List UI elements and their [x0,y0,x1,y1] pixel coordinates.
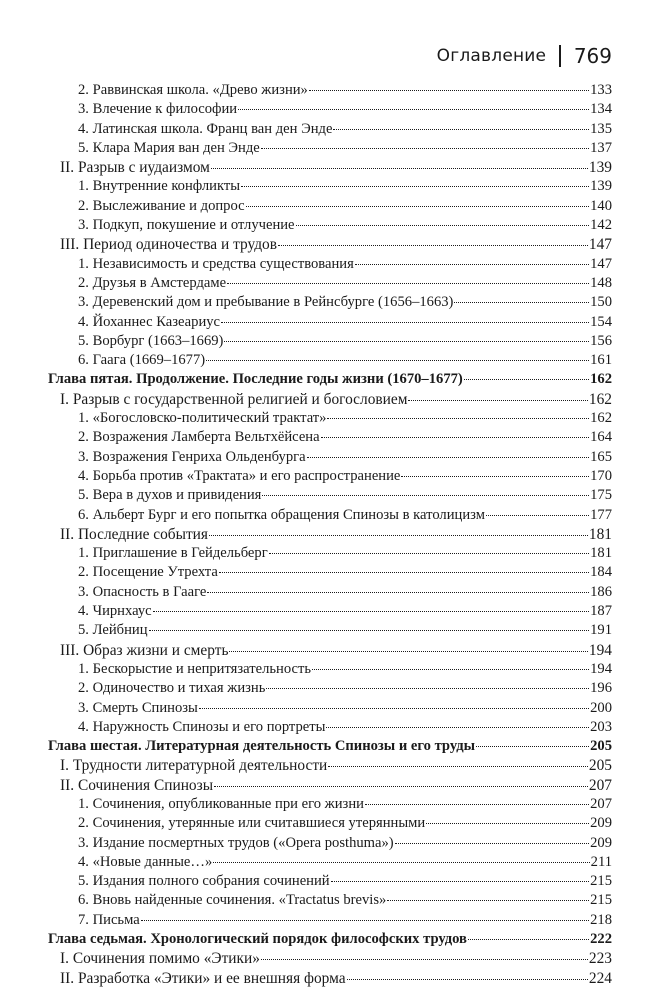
toc-entry-title: 4. Борьба против «Трактата» и его распространение [78,467,401,484]
toc-subsection-entry [48,814,612,833]
toc-entry-page: 162 [588,390,612,408]
dot-leader [219,572,589,573]
toc-entry-page: 181 [588,525,612,543]
toc-subsection-entry [48,177,612,196]
dot-leader [199,708,589,709]
table-of-contents [48,79,612,988]
toc-entry-title: 4. Латинская школа. Франц ван ден Энде [78,120,333,137]
dot-leader [426,823,589,824]
dot-leader [347,979,588,980]
dot-leader [395,843,589,844]
toc-section-entry [48,641,612,660]
toc-entry-page: 215 [590,873,612,890]
dot-leader [468,939,589,940]
toc-entry-title: 3. Смерть Спинозы [78,699,198,716]
dot-leader [229,651,587,652]
toc-entry-page: 164 [590,429,612,446]
toc-entry-title: 2. Возражения Ламберта Вельтхёйсена [78,429,320,446]
toc-entry-title: 1. Независимость и средства существования [78,255,354,272]
toc-entry-title: III. Образ жизни и смерть [60,641,229,659]
toc-entry-title: 1. «Богословско-политический трактат» [78,410,327,427]
toc-entry-page: 177 [590,506,612,523]
toc-subsection-entry [48,718,612,737]
toc-entry-title: 2. Посещение Утрехта [78,564,218,581]
toc-entry-title: 2. Сочинения, утерянные или считавшиеся утерянными [78,815,426,832]
dot-leader [238,109,589,110]
toc-entry-title: 3. Опасность в Гааге [78,583,207,600]
toc-entry-title: II. Сочинения Спинозы [60,776,214,794]
toc-subsection-entry [48,216,612,235]
toc-entry-page: 211 [590,853,612,870]
dot-leader [327,418,589,419]
toc-entry-title: 5. Клара Мария ван ден Энде [78,139,260,156]
toc-entry-page: 187 [590,603,612,620]
toc-entry-page: 154 [590,313,612,330]
toc-section-entry [48,776,612,795]
toc-entry-page: 184 [590,564,612,581]
toc-subsection-entry [48,100,612,119]
toc-section-entry [48,949,612,968]
toc-entry-title: II. Последние события [60,525,208,543]
toc-subsection-entry [48,351,612,370]
toc-entry-title: 2. Раввинская школа. «Древо жизни» [78,82,308,98]
toc-section-entry [48,158,612,177]
dot-leader [153,611,589,612]
toc-section-entry [48,756,612,775]
running-head [437,44,612,68]
toc-entry-page: 139 [590,178,612,195]
toc-entry-title: III. Период одиночества и трудов [60,236,277,254]
dot-leader [321,437,590,438]
toc-section-entry [48,235,612,254]
toc-entry-title: I. Трудности литературной деятельности [60,757,328,775]
toc-section-entry [48,525,612,544]
toc-entry-title: 6. Вновь найденные сочинения. «Tractatus brevis» [78,892,387,909]
toc-subsection-entry [48,139,612,158]
toc-entry-title: II. Разрыв с иудаизмом [60,159,210,177]
dot-leader [486,515,589,516]
toc-entry-title: 2. Друзья в Амстердаме [78,274,227,291]
toc-section-entry [48,969,612,988]
toc-subsection-entry [48,911,612,930]
toc-subsection-entry [48,506,612,525]
toc-subsection-entry [48,293,612,312]
toc-entry-title: 3. Возражения Генриха Ольденбурга [78,448,306,465]
toc-entry-title: 4. Йоханнес Казеариус [78,313,221,330]
toc-entry-page: 194 [588,641,612,659]
toc-entry-page: 194 [590,660,612,677]
dot-leader [309,90,589,91]
toc-entry-title: 7. Письма [78,911,140,928]
dot-leader [401,476,589,477]
toc-entry-page: 150 [590,294,612,311]
dot-leader [214,786,588,787]
toc-entry-page: 137 [590,139,612,156]
dot-leader [241,186,589,187]
toc-entry-title: 3. Подкуп, покушение и отлучение [78,217,295,234]
dot-leader [464,379,589,380]
toc-entry-title: 4. Наружность Спинозы и его портреты [78,718,326,735]
toc-subsection-entry [48,891,612,910]
toc-entry-page: 140 [590,197,612,214]
toc-entry-title: 2. Одиночество и тихая жизнь [78,680,266,697]
toc-entry-page: 200 [590,699,612,716]
dot-leader [211,168,588,169]
toc-entry-title: 1. Внутренние конфликты [78,178,241,195]
dot-leader [312,669,589,670]
toc-entry-title: I. Разрыв с государственной религией и богословием [60,390,408,408]
running-head-divider [559,45,561,67]
toc-section-entry [48,390,612,409]
toc-subsection-entry [48,621,612,640]
dot-leader [213,862,589,863]
toc-entry-title: 5. Вера в духов и привидения [78,487,262,504]
toc-entry-page: 191 [590,622,612,639]
toc-entry-title: 6. Гаага (1669–1677) [78,352,206,369]
toc-subsection-entry [48,409,612,428]
toc-entry-page: 196 [590,680,612,697]
toc-entry-page: 133 [590,82,612,98]
dot-leader [209,535,588,536]
toc-entry-title: 5. Ворбург (1663–1669) [78,332,224,349]
toc-entry-title: I. Сочинения помимо «Этики» [60,950,260,968]
toc-entry-page: 142 [590,217,612,234]
toc-entry-page: 156 [590,332,612,349]
toc-subsection-entry [48,120,612,139]
toc-entry-page: 170 [590,467,612,484]
toc-chapter-entry [48,370,612,389]
toc-subsection-entry [48,332,612,351]
dot-leader [333,129,589,130]
dot-leader [476,746,589,747]
toc-entry-title: 5. Издания полного собрания сочинений [78,873,330,890]
toc-entry-title: 3. Влечение к философии [78,101,238,118]
toc-entry-page: 162 [590,410,612,427]
toc-subsection-entry [48,467,612,486]
toc-subsection-entry [48,197,612,216]
dot-leader [206,360,589,361]
toc-entry-title: 1. Бескорыстие и непритязательность [78,660,312,677]
dot-leader [365,804,589,805]
toc-subsection-entry [48,486,612,505]
running-head-title: Оглавление [436,46,547,66]
dot-leader [221,322,589,323]
toc-entry-page: 203 [590,718,612,735]
toc-entry-title: 6. Альберт Бург и его попытка обращения Спинозы в католицизм [78,506,485,523]
toc-entry-page: 224 [588,969,612,987]
toc-entry-page: 135 [590,120,612,137]
toc-entry-page: 147 [590,255,612,272]
toc-subsection-entry [48,81,612,100]
toc-entry-title: 1. Сочинения, опубликованные при его жизни [78,795,364,812]
toc-entry-page: 207 [590,795,612,812]
dot-leader [269,553,589,554]
dot-leader [246,206,589,207]
toc-subsection-entry [48,274,612,293]
toc-subsection-entry [48,679,612,698]
toc-entry-page: 134 [590,101,612,118]
toc-subsection-entry [48,583,612,602]
toc-entry-title: Глава шестая. Литературная деятельность Спинозы и его труды [48,738,476,755]
toc-entry-page: 205 [588,757,612,775]
toc-chapter-entry [48,930,612,949]
dot-leader [227,283,589,284]
toc-entry-page: 209 [590,834,612,851]
toc-entry-title: 2. Выслеживание и допрос [78,197,245,214]
toc-subsection-entry [48,795,612,814]
toc-entry-page: 186 [590,583,612,600]
page-number: 769 [573,44,612,68]
toc-entry-title: 4. Чирнхаус [78,603,152,620]
toc-entry-page: 207 [588,776,612,794]
toc-entry-page: 218 [590,911,612,928]
dot-leader [355,264,589,265]
toc-entry-page: 215 [590,892,612,909]
dot-leader [207,592,589,593]
toc-subsection-entry [48,872,612,891]
toc-entry-title: 1. Приглашение в Гейдельберг [78,545,268,562]
toc-entry-title: 5. Лейбниц [78,622,148,639]
dot-leader [261,959,588,960]
toc-entry-title: 4. «Новые данные…» [78,853,213,870]
toc-entry-page: 222 [590,931,612,948]
dot-leader [266,688,589,689]
toc-entry-page: 148 [590,274,612,291]
toc-entry-title: II. Разработка «Этики» и ее внешняя форма [60,969,346,987]
dot-leader [331,881,590,882]
toc-entry-page: 223 [588,950,612,968]
dot-leader [454,302,589,303]
toc-subsection-entry [48,699,612,718]
toc-entry-page: 162 [590,371,612,388]
toc-subsection-entry [48,660,612,679]
dot-leader [328,766,588,767]
dot-leader [141,920,589,921]
toc-subsection-entry [48,428,612,447]
toc-entry-page: 139 [588,159,612,177]
toc-entry-page: 161 [590,352,612,369]
dot-leader [278,245,588,246]
toc-entry-title: Глава пятая. Продолжение. Последние годы жизни (1670–1677) [48,371,463,388]
dot-leader [307,457,590,458]
dot-leader [326,727,589,728]
toc-subsection-entry [48,313,612,332]
toc-subsection-entry [48,834,612,853]
toc-subsection-entry [48,853,612,872]
dot-leader [387,900,589,901]
toc-subsection-entry [48,544,612,563]
toc-entry-page: 209 [590,815,612,832]
dot-leader [296,225,590,226]
dot-leader [262,495,589,496]
toc-entry-page: 147 [588,236,612,254]
dot-leader [408,400,587,401]
dot-leader [149,630,590,631]
toc-subsection-entry [48,255,612,274]
toc-entry-page: 181 [590,545,612,562]
toc-chapter-entry [48,737,612,756]
toc-subsection-entry [48,602,612,621]
toc-entry-page: 175 [590,487,612,504]
toc-entry-page: 165 [590,448,612,465]
dot-leader [224,341,589,342]
toc-entry-page: 205 [590,738,612,755]
toc-subsection-entry [48,563,612,582]
toc-entry-title: Глава седьмая. Хронологический порядок философских трудов [48,931,467,948]
dot-leader [261,148,589,149]
toc-entry-title: 3. Деревенский дом и пребывание в Рейнсбурге (1656–1663) [78,294,454,311]
toc-subsection-entry [48,448,612,467]
toc-entry-title: 3. Издание посмертных трудов («Opera posthuma») [78,834,394,851]
